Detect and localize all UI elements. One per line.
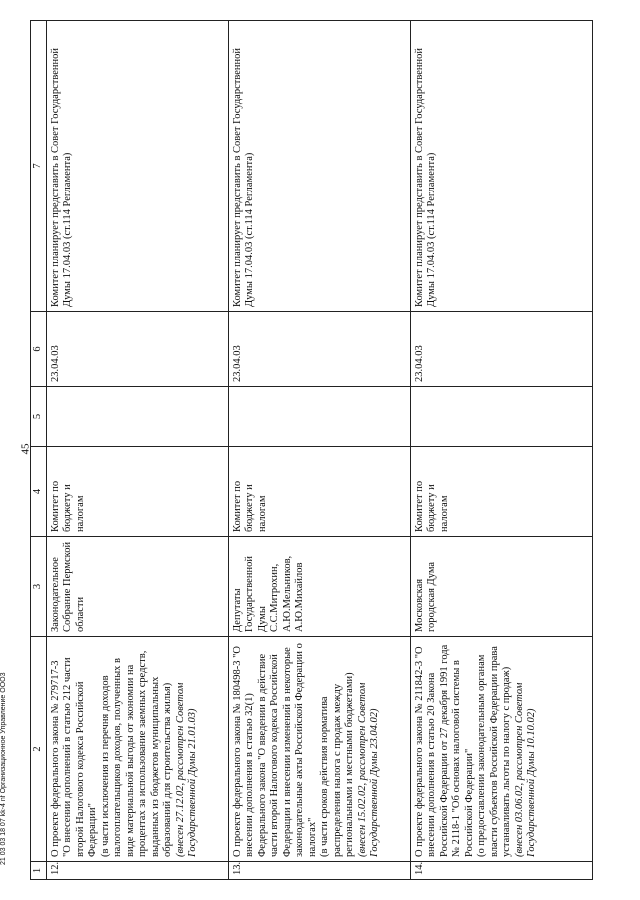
committee-cell: Комитет по бюджету и налогам [46, 447, 228, 537]
author-cell: Депутаты Государственной Думы С.С.Митрохин, А.Ю.Мельников, А.Ю.Михайлов [228, 537, 410, 637]
note-cell: Комитет планирует представить в Совет Государственной Думы 17.04.03 (ст.114 Регламента) [228, 21, 410, 312]
bill-note: (внесен 15.02.02, рассмотрен Советом Государственной Думы 23.04.02) [356, 682, 380, 857]
table-row [410, 21, 592, 880]
date-cell: 23.04.03 [228, 312, 410, 387]
note-cell: Комитет планирует представить в Совет Государственной Думы 17.04.03 (ст.114 Регламента) [46, 21, 228, 312]
author-cell: Законодательное Собрание Пермской области [46, 537, 228, 637]
column-header: 4 [31, 447, 47, 537]
column-header: 6 [31, 312, 47, 387]
page-number: 45 [19, 443, 32, 455]
date-cell: 23.04.03 [410, 312, 592, 387]
date-cell: 23.04.03 [46, 312, 228, 387]
bill-cell [228, 637, 410, 862]
bill-title: О проекте федерального закона № 211842-3 "О внесении дополнения в статью 20 Закона Российской Федерации от 27 декабря 1991 года № 2118-1 "Об основах налоговой системы в Российской Федерации" (о предоставлении законодательным органам власти субъектов Российской Федерации права устанавливать льготы по налогу с продаж) [413, 644, 512, 857]
empty-cell [228, 387, 410, 447]
bill-cell [46, 637, 228, 862]
empty-cell [410, 387, 592, 447]
bills-table [30, 20, 593, 880]
row-number: 13. [228, 862, 410, 880]
rotated-table-wrapper [30, 20, 610, 880]
table-row [228, 21, 410, 880]
empty-cell [46, 387, 228, 447]
bill-cell [410, 637, 592, 862]
header-row [31, 21, 47, 880]
author-cell: Московская городская Дума [410, 537, 592, 637]
note-cell: Комитет планирует представить в Совет Государственной Думы 17.04.03 (ст.114 Регламента) [410, 21, 592, 312]
column-header: 2 [31, 637, 47, 862]
row-number: 14. [410, 862, 592, 880]
footer-text: 21 03 03 18 07 kk-4 nf Организационное Управление ООО3 [0, 672, 7, 865]
column-header: 3 [31, 537, 47, 637]
bill-title: О проекте федерального закона № 279717-3 "О внесении дополнений в статью 212 части второй Налогового кодекса Российской Федерации" (в части исключения из перечня доходов налогоплательщиков доходов, полученных в виде материальной выгоды от экономии на процентах за использование заемных средств, выданных из бюджетов муниципальных образований для строительства жилья) [49, 650, 173, 857]
column-header: 1 [31, 862, 47, 880]
committee-cell: Комитет по бюджету и налогам [410, 447, 592, 537]
bill-note: (внесен 03.06.02, рассмотрен Советом Государственной Думы 10.10.02) [513, 682, 537, 857]
table-row [46, 21, 228, 880]
column-header: 5 [31, 387, 47, 447]
bill-title: О проекте федерального закона № 180498-3 "О внесении дополнения в статью 32(1) Федерального закона "О введении в действие части второй Налогового кодекса Российской Федерации и внесении изменений в некоторые законодательные акты Российской Федерации о налогах" (в части сроков действия норматива распределения налога с продаж между региональными и местными бюджетами) [231, 643, 355, 857]
row-number: 12. [46, 862, 228, 880]
committee-cell: Комитет по бюджету и налогам [228, 447, 410, 537]
bill-note: (внесен 27.12.02, рассмотрен Советом Государственной Думы 21.01.03) [174, 682, 198, 857]
column-header: 7 [31, 21, 47, 312]
